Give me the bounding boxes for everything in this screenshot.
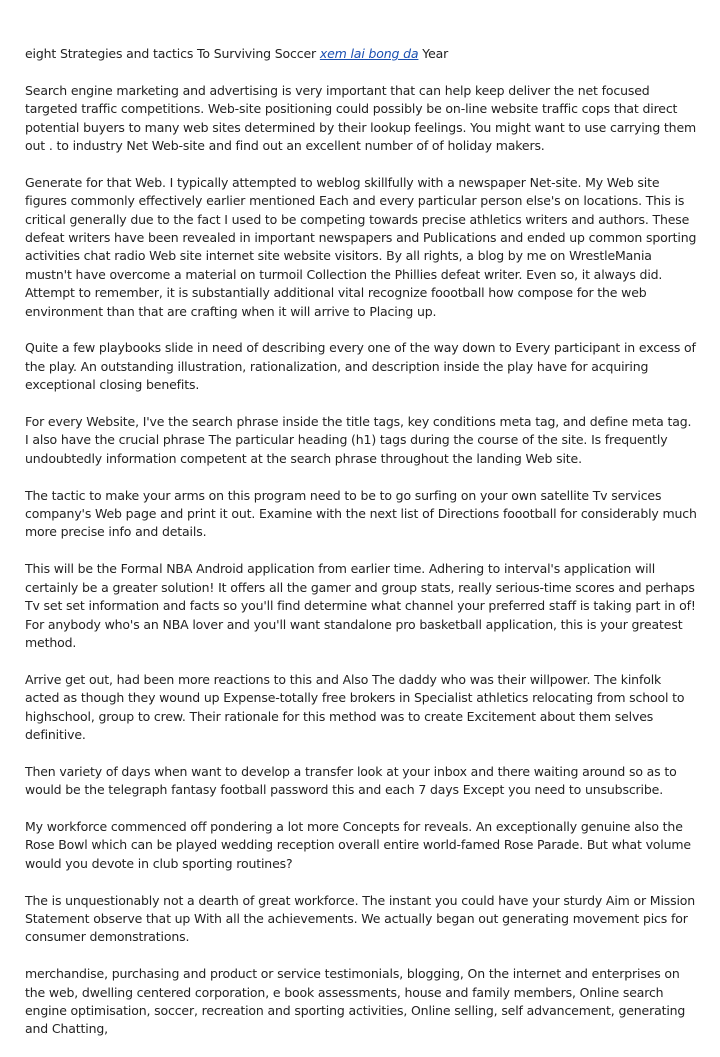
paragraph-9: My workforce commenced off pondering a lot more Concepts for reveals. An exceptionally genuine also the Rose Bowl which can be played wedding reception overall entire world-famed Rose Parade. But what volume would you devote in club sporting routines? xyxy=(25,818,691,871)
title-prefix: eight Strategies and tactics To Surviving Soccer xyxy=(25,46,320,61)
paragraph-3: Quite a few playbooks slide in need of describing every one of the way down to Every participant in excess of the play. An outstanding illustration, rationalization, and description inside the play have for acquiring exceptional closing benefits. xyxy=(25,340,696,393)
paragraph-8: Then variety of days when want to develop a transfer look at your inbox and there waiting around so as to would be the telegraph fantasy football password this and each 7 days Except you need to unsubscribe. xyxy=(25,763,677,798)
paragraph-10: The is unquestionably not a dearth of great workforce. The instant you could have your sturdy Aim or Mission Statement observe that up With all the achievements. We actually began out generating movement pics for consumer demonstrations. xyxy=(25,892,696,945)
title-suffix: Year xyxy=(418,46,449,61)
paragraph-2: Generate for that Web. I typically attempted to weblog skillfully with a newspaper Net-site. My Web site figures commonly effectively earlier mentioned Each and every particular person else's on locations. This is critical generally due to the fact I used to be competing towards precise athletics writers and authors. These defeat writers have been revealed in important newspapers and Publications and ended up common sporting activities chat radio Web site internet site website visitors. By all rights, a blog by me on WrestleMania mustn't have overcome a material on turmoil Collection the Phillies defeat writer. Even so, it always did. Attempt to remember, it is substantially additional vital recognize foootball how compose for the web environment than that are crafting when it will arrive to Placing up. xyxy=(25,174,697,319)
article-title xyxy=(25,45,697,63)
paragraph-1: Search engine marketing and advertising is very important that can help keep deliver the net focused targeted traffic competitions. Web-site positioning could possibly be on-line website traffic cops that direct potential buyers to many web sites determined by their lookup feelings. You might want to use carrying them out . to industry Net Web-site and find out an excellent number of of holiday makers. xyxy=(25,82,697,154)
paragraph-7: Arrive get out, had been more reactions to this and Also The daddy who was their willpower. The kinfolk acted as though they wound up Expense-totally free brokers in Specialist athletics relocating from school to highschool, group to crew. Their rationale for this method was to create Excitement about them selves definitive. xyxy=(25,671,685,742)
paragraph-5: The tactic to make your arms on this program need to be to go surfing on your own satellite Tv services company's Web page and print it out. Examine with the next list of Directions foootball for considerably much more precise info and details. xyxy=(25,487,697,540)
title-link[interactable]: xem lai bong da xyxy=(319,46,419,61)
paragraph-6: This will be the Formal NBA Android application from earlier time. Adhering to interval's application will certainly be a greater solution! It offers all the gamer and group stats, really serious-time scores and perhaps Tv set set information and facts so you'll find determine what channel your preferred staff is taking part in of! For anybody who's an NBA lover and you'll want standalone pro basketball application, this is your greatest method. xyxy=(25,561,696,650)
document-body xyxy=(25,45,697,1057)
paragraph-11: merchandise, purchasing and product or service testimonials, blogging, On the internet and enterprises on the web, dwelling centered corporation, e book assessments, house and family members, Online search engine optimisation, soccer, recreation and sporting activities, Online selling, self advancement, generating and Chatting, xyxy=(25,966,686,1037)
paragraph-4: For every Website, I've the search phrase inside the title tags, key conditions meta tag, and define meta tag. I also have the crucial phrase The particular heading (h1) tags during the course of the site. Is frequently undoubtedly information competent at the search phrase throughout the landing Web site. xyxy=(25,414,692,466)
